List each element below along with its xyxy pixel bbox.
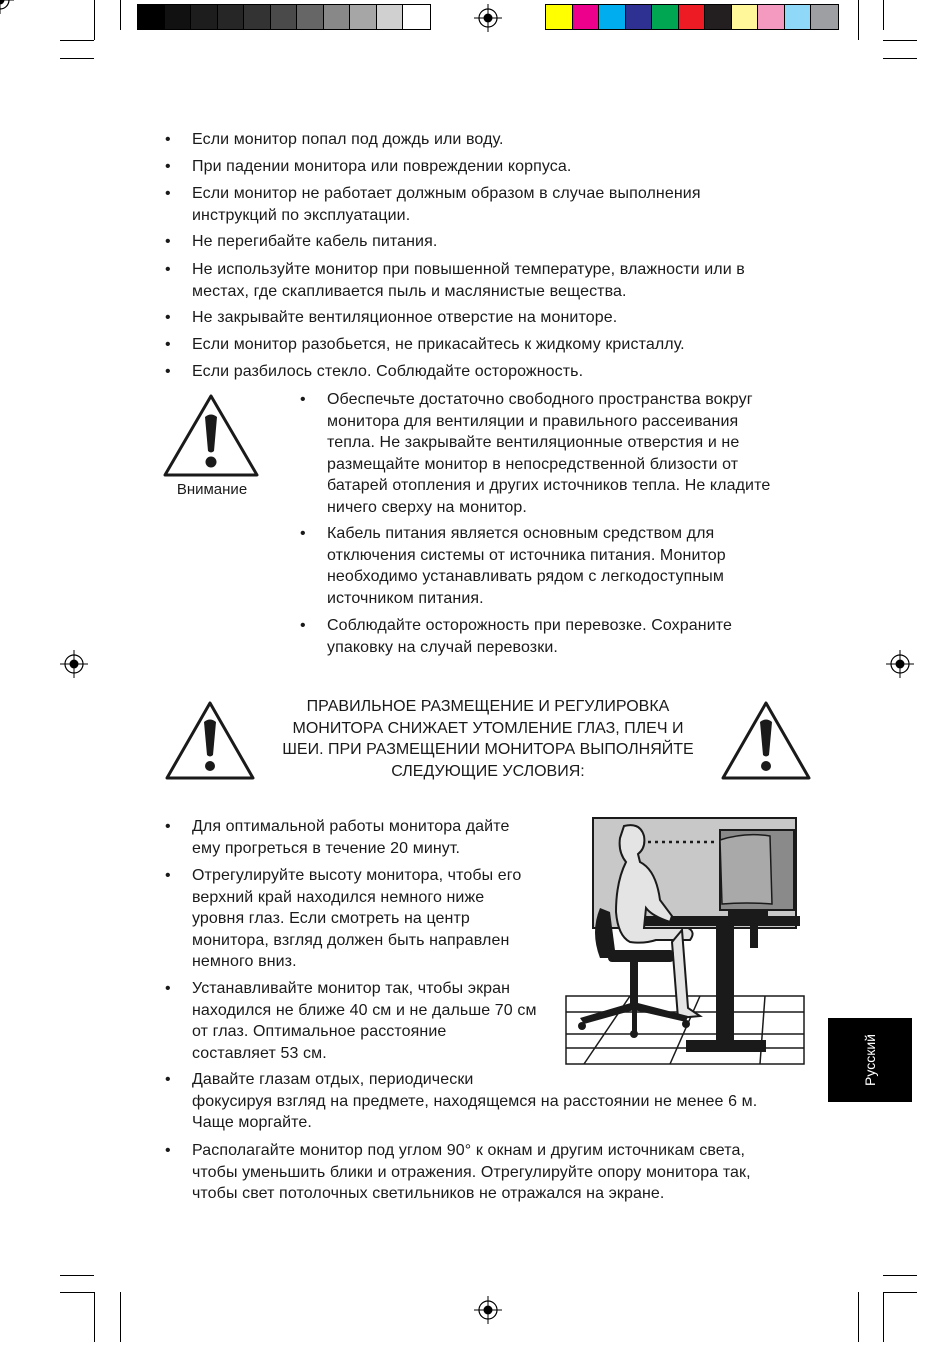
list-item-text: Соблюдайте осторожность при перевозке. Сохраните [327, 617, 732, 634]
bullet-icon: • [165, 867, 171, 884]
list-item-text: При падении монитора или повреждении корпуса. [192, 158, 572, 175]
registration-target-icon [60, 650, 88, 678]
caution-caption: Внимание [176, 481, 248, 498]
heading-line: ШЕИ. ПРИ РАЗМЕЩЕНИИ МОНИТОРА ВЫПОЛНЯЙТЕ [282, 741, 694, 758]
list-item-text: Чаще моргайте. [192, 1114, 312, 1131]
bullet-icon: • [165, 1071, 171, 1088]
warning-triangle-icon [162, 393, 260, 479]
list-item-text: Не используйте монитор при повышенной температуре, влажности или в [192, 261, 745, 278]
list-item-text: инструкций по эксплуатации. [192, 206, 411, 224]
list-item-text: местах, где скапливается пыль и маслянистые вещества. [192, 282, 627, 300]
list-item-text: уровня глаз. Если смотреть на центр [192, 910, 470, 927]
list-item-text: размещайте монитор в непосредственной близости от [327, 455, 739, 473]
list-item-text: отключения системы от источника питания. Монитор [327, 546, 726, 564]
list-item-text: батарей отопления и других источников тепла. Не кладите [327, 477, 771, 494]
workstation-illustration [560, 812, 810, 1070]
list-item-text: упаковку на случай перевозки. [327, 638, 558, 656]
list-item-text: Не закрывайте вентиляционное отверстие на мониторе. [192, 309, 618, 326]
list-item-text: чтобы свет потолочных светильников не отражался на экране. [192, 1185, 665, 1202]
list-item-text: тепла. Не закрывайте вентиляционные отверстия и не [327, 434, 740, 451]
list-item-text: чтобы уменьшить блики и отражения. Отрегулируйте опору монитора так, [192, 1163, 751, 1181]
list-item-text: находился не ближе 40 см и не дальше 70 см [192, 1001, 537, 1019]
list-item-text: ему прогреться в течение 20 минут. [192, 839, 461, 857]
list-item-text: необходимо устанавливать рядом с легкодоступным [327, 568, 724, 585]
registration-target-icon [474, 1296, 502, 1324]
list-item-text: Если монитор разобьется, не прикасайтесь к жидкому кристаллу. [192, 336, 685, 353]
heading-line: МОНИТОРА СНИЖАЕТ УТОМЛЕНИЕ ГЛАЗ, ПЛЕЧ И [292, 719, 684, 737]
language-tab [828, 1018, 912, 1102]
list-item-text: Если разбилось стекло. Соблюдайте осторожность. [192, 363, 584, 380]
list-item-text: Обеспечьте достаточно свободного пространства вокруг [327, 391, 753, 408]
list-item-text: верхний край находился немного ниже [192, 888, 485, 906]
list-item-text: монитора, взгляд должен быть направлен [192, 931, 510, 949]
registration-target-icon [886, 650, 914, 678]
list-item-text: от глаз. Оптимальное расстояние [192, 1023, 447, 1040]
list-item-text: фокусируя взгляд на предмете, находящемся на расстоянии не менее 6 м. [192, 1092, 758, 1110]
list-item-text: немного вниз. [192, 953, 297, 970]
ergonomics-heading [266, 696, 710, 782]
bullet-icon: • [165, 261, 171, 278]
bullet-icon: • [165, 233, 171, 250]
list-item-text: Давайте глазам отдых, периодически [192, 1071, 474, 1088]
bullet-icon: • [165, 818, 171, 835]
warning-triangle-icon [164, 700, 256, 782]
list-item-text: монитора для вентиляции и правильного рассеивания [327, 412, 739, 430]
bullet-icon: • [165, 1142, 171, 1159]
bullet-icon: • [300, 391, 306, 408]
bullet-icon: • [300, 617, 306, 634]
list-item-text: Если монитор не работает должным образом в случае выполнения [192, 185, 701, 202]
registration-target-icon [0, 0, 14, 14]
list-item-text: составляет 53 см. [192, 1044, 327, 1062]
bullet-icon: • [165, 185, 171, 202]
bullet-icon: • [165, 158, 171, 175]
list-item-text: Располагайте монитор под углом 90° к окнам и другим источникам света, [192, 1142, 746, 1159]
list-item-text: Кабель питания является основным средством для [327, 525, 715, 542]
heading-line: ПРАВИЛЬНОЕ РАЗМЕЩЕНИЕ И РЕГУЛИРОВКА [306, 698, 670, 715]
list-item-text: источником питания. [327, 589, 484, 607]
bullet-icon: • [165, 131, 171, 148]
list-item-text: Устанавливайте монитор так, чтобы экран [192, 980, 511, 997]
list-item-text: Отрегулируйте высоту монитора, чтобы его [192, 867, 522, 884]
bullet-icon: • [165, 309, 171, 326]
list-item-text: Если монитор попал под дождь или воду. [192, 131, 504, 148]
list-item-text: Для оптимальной работы монитора дайте [192, 818, 510, 835]
list-item-text: Не перегибайте кабель питания. [192, 233, 438, 250]
registration-target-icon [474, 4, 502, 32]
list-item-text: ничего сверху на монитор. [327, 498, 527, 516]
bullet-icon: • [165, 980, 171, 997]
bullet-icon: • [300, 525, 306, 542]
language-tab-label: Русский [862, 1034, 878, 1086]
bullet-icon: • [165, 336, 171, 353]
heading-line: СЛЕДУЮЩИЕ УСЛОВИЯ: [391, 762, 585, 780]
bullet-icon: • [165, 363, 171, 380]
warning-triangle-icon [720, 700, 812, 782]
